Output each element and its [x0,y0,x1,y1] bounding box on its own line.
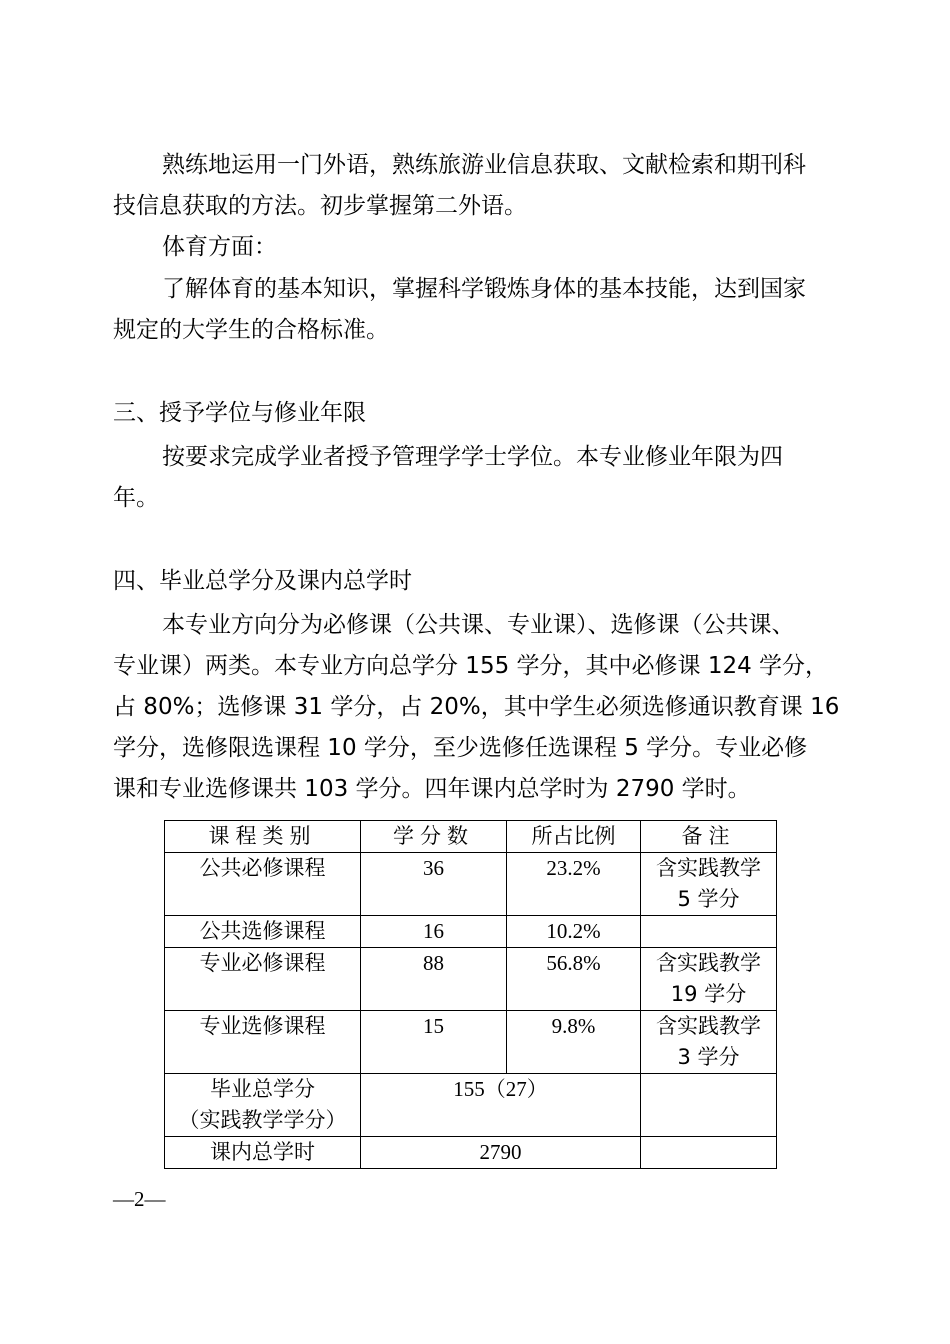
paragraph-sports-line2: 规定的大学生的合格标准。 [113,317,389,343]
paragraph-foreign-language-line2: 技信息获取的方法。初步掌握第二外语。 [113,193,527,219]
section4-line2: 专业课）两类。本专业方向总学分 155 学分，其中必修课 124 学分， [113,653,829,679]
table-row [165,853,777,916]
credits-table [164,820,777,1169]
row-note [641,916,777,948]
row-note-line2: 5 学分 [677,887,740,911]
section3-line2: 年。 [113,485,159,511]
row-ratio: 56.8% [507,948,641,1011]
table-row [165,916,777,948]
table-row-total-credits [165,1074,777,1137]
row-note-line2: 3 学分 [677,1045,740,1069]
row-note [641,948,777,1011]
row-ratio: 23.2% [507,853,641,916]
total-hours-value: 2790 [361,1137,641,1169]
section3-heading: 三、授予学位与修业年限 [113,400,366,426]
table-row [165,1011,777,1074]
total-credits-label [165,1074,361,1137]
row-category: 专业必修课程 [165,948,361,1011]
header-note: 备注 [641,821,777,853]
row-note-line1: 含实践教学 [656,951,761,975]
table-row-total-hours [165,1137,777,1169]
table-header-row [165,821,777,853]
total-credits-note [641,1074,777,1137]
row-note-line1: 含实践教学 [656,856,761,880]
total-credits-label-line2: （实践教学学分） [178,1108,347,1132]
row-credits: 88 [361,948,507,1011]
row-ratio: 9.8% [507,1011,641,1074]
page-number: —2— [113,1187,166,1211]
section4-line4: 学分，选修限选课程 10 学分，至少选修任选课程 5 学分。专业必修 [113,735,808,761]
row-category: 公共必修课程 [165,853,361,916]
total-hours-note [641,1137,777,1169]
section4-line5: 课和专业选修课共 103 学分。四年课内总学时为 2790 学时。 [113,776,751,802]
section4-line3: 占 80%；选修课 31 学分，占 20%，其中学生必须选修通识教育课 16 [113,694,840,720]
row-credits: 36 [361,853,507,916]
paragraph-foreign-language-line1: 熟练地运用一门外语，熟练旅游业信息获取、文献检索和期刊科 [162,152,806,178]
row-credits: 16 [361,916,507,948]
section4-line1: 本专业方向分为必修课（公共课、专业课）、选修课（公共课、 [162,612,795,638]
row-category: 专业选修课程 [165,1011,361,1074]
row-ratio: 10.2% [507,916,641,948]
row-note-line2: 19 学分 [670,982,747,1006]
table-row [165,948,777,1011]
total-credits-label-line1: 毕业总学分 [210,1077,315,1101]
total-credits-value: 155（27） [361,1074,641,1137]
row-note [641,1011,777,1074]
row-credits: 15 [361,1011,507,1074]
section4-heading: 四、毕业总学分及课内总学时 [113,568,412,594]
sports-subtitle: 体育方面： [162,234,277,260]
header-ratio: 所占比例 [507,821,641,853]
paragraph-sports-line1: 了解体育的基本知识，掌握科学锻炼身体的基本技能，达到国家 [162,276,806,302]
row-note [641,853,777,916]
section3-line1: 按要求完成学业者授予管理学学士学位。本专业修业年限为四 [162,444,783,470]
header-credits: 学分数 [361,821,507,853]
header-category: 课程类别 [165,821,361,853]
row-category: 公共选修课程 [165,916,361,948]
row-note-line1: 含实践教学 [656,1014,761,1038]
total-hours-label: 课内总学时 [165,1137,361,1169]
